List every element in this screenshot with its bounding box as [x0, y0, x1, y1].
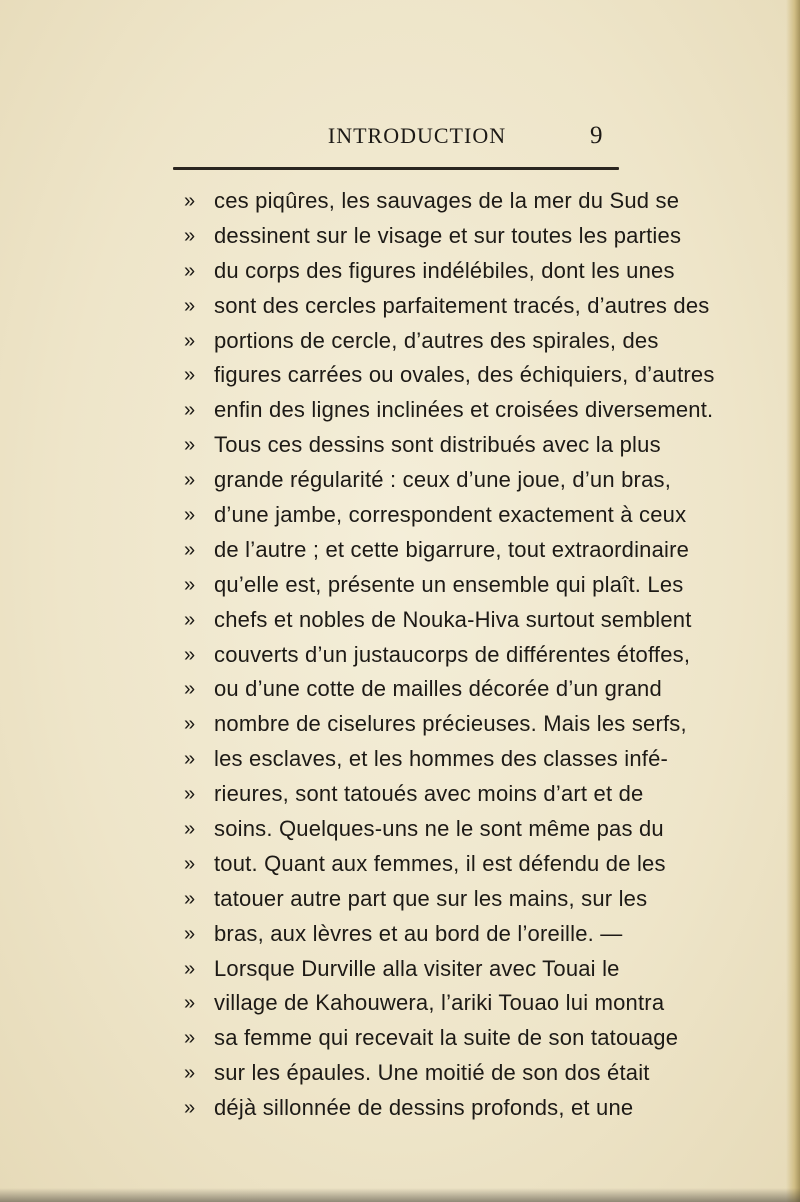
text-line [184, 1056, 650, 1091]
quotation-mark: » [184, 469, 196, 492]
line-text: du corps des figures indélébiles, dont les unes [214, 257, 675, 283]
line-text: sa femme qui recevait la suite de son tatouage [214, 1025, 679, 1051]
line-text: couverts d’un justaucorps de différentes étoffes, [214, 641, 691, 667]
line-text: Lorsque Durville alla visiter avec Touai le [214, 955, 620, 981]
line-text: soins. Quelques-uns ne le sont même pas du [214, 816, 664, 842]
line-text: tout. Quant aux femmes, il est défendu de les [214, 850, 666, 876]
quotation-mark: » [184, 329, 196, 352]
line-text: Tous ces dessins sont distribués avec la plus [214, 432, 661, 458]
line-text: nombre de ciselures précieuses. Mais les serfs, [214, 711, 687, 737]
quotation-mark: » [184, 992, 196, 1015]
line-text: ces piqûres, les sauvages de la mer du Sud se [214, 188, 680, 213]
line-text: sur les épaules. Une moitié de son dos était [214, 1060, 650, 1086]
quotation-mark: » [184, 852, 196, 875]
text-line [184, 568, 684, 603]
quotation-mark: » [184, 224, 196, 247]
quotation-mark: » [184, 957, 196, 980]
text-line [184, 707, 687, 742]
quotation-mark: » [184, 364, 196, 387]
line-text: rieures, sont tatoués avec moins d’art et de [214, 781, 644, 807]
text-line [184, 672, 662, 707]
line-text: qu’elle est, présente un ensemble qui plaît. Les [214, 571, 684, 597]
text-line [184, 917, 623, 952]
quotation-mark: » [184, 608, 196, 631]
text-line [184, 952, 620, 987]
line-text: déjà sillonnée de dessins profonds, et une [214, 1095, 634, 1121]
line-text: portions de cercle, d’autres des spirales, des [214, 327, 659, 353]
text-line [184, 358, 715, 393]
text-line [184, 638, 691, 673]
line-text: grande régularité : ceux d’une joue, d’un bras, [214, 467, 672, 493]
quotation-mark: » [184, 818, 196, 841]
page-bottom-shadow [0, 1188, 800, 1202]
quotation-mark: » [184, 504, 196, 527]
text-line [184, 812, 664, 847]
text-line [184, 289, 710, 324]
text-line [184, 463, 672, 498]
text-line [184, 219, 682, 254]
text-line [184, 777, 644, 812]
text-line [184, 1091, 634, 1126]
line-text: de l’autre ; et cette bigarrure, tout extraordinaire [214, 536, 690, 562]
text-line [184, 184, 680, 219]
text-line [184, 986, 665, 1021]
quotation-mark: » [184, 190, 196, 212]
text-line [184, 393, 714, 428]
line-text: figures carrées ou ovales, des échiquiers, d’autres [214, 362, 715, 388]
quotation-mark: » [184, 887, 196, 910]
line-text: d’une jambe, correspondent exactement à ceux [214, 502, 687, 528]
text-line [184, 847, 666, 882]
running-header [0, 121, 800, 151]
header-rule [173, 167, 619, 170]
text-line [184, 254, 675, 289]
line-text: dessinent sur le visage et sur toutes les parties [214, 222, 682, 248]
text-line [184, 498, 687, 533]
text-line [184, 603, 692, 638]
quotation-mark: » [184, 1062, 196, 1085]
text-line [184, 742, 669, 777]
quotation-mark: » [184, 538, 196, 561]
body-text [184, 184, 715, 1126]
line-text: bras, aux lèvres et au bord de l’oreille. — [214, 920, 623, 946]
quotation-mark: » [184, 294, 196, 317]
quotation-mark: » [184, 643, 196, 666]
running-title: INTRODUCTION [327, 123, 507, 148]
quotation-mark: » [184, 783, 196, 806]
line-text: les esclaves, et les hommes des classes infé- [214, 746, 669, 772]
line-text: ou d’une cotte de mailles décorée d’un grand [214, 676, 662, 702]
quotation-mark: » [184, 922, 196, 945]
page-edge-shadow [786, 0, 800, 1202]
text-line [184, 882, 648, 917]
line-text: enfin des lignes inclinées et croisées diversement. [214, 397, 714, 423]
quotation-mark: » [184, 1027, 196, 1050]
quotation-mark: » [184, 713, 196, 736]
line-text: village de Kahouwera, l’ariki Touao lui montra [214, 990, 665, 1016]
text-line [184, 324, 659, 359]
quotation-mark: » [184, 678, 196, 701]
line-text: chefs et nobles de Nouka-Hiva surtout semblent [214, 606, 692, 632]
text-line [184, 1021, 679, 1056]
quotation-mark: » [184, 748, 196, 771]
line-text: tatouer autre part que sur les mains, sur les [214, 885, 648, 911]
quotation-mark: » [184, 1097, 196, 1120]
quotation-mark: » [184, 399, 196, 422]
text-line [184, 428, 661, 463]
quotation-mark: » [184, 573, 196, 596]
line-text: sont des cercles parfaitement tracés, d’autres des [214, 292, 710, 318]
quotation-mark: » [184, 434, 196, 457]
page-number: 9 [590, 122, 603, 149]
quotation-mark: » [184, 259, 196, 282]
text-line [184, 533, 690, 568]
